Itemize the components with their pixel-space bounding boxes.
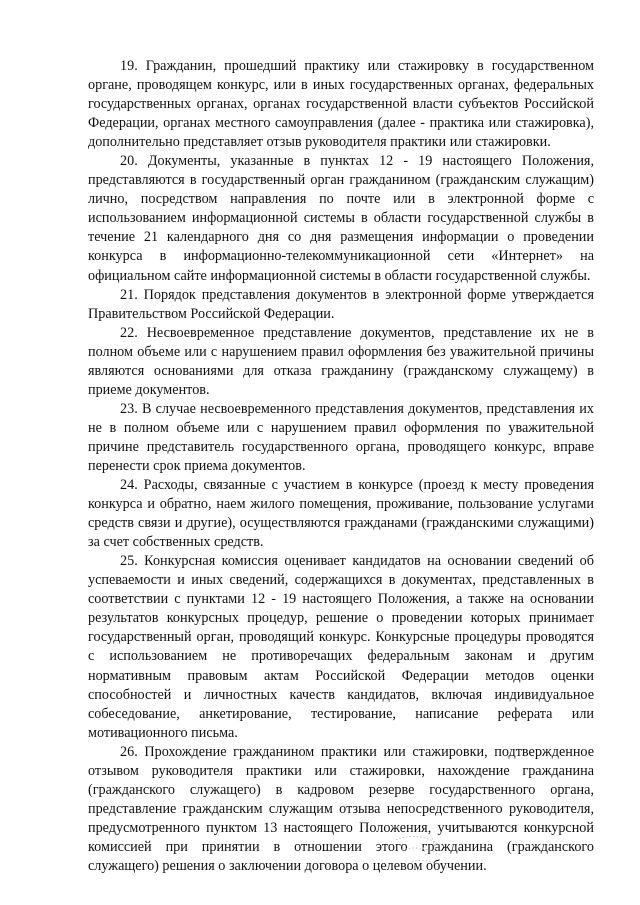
faint-stamp-mark-icon: [392, 832, 454, 872]
paragraph-26: 26. Прохождение гражданином практики или стажировки, подтвержденное отзывом руководителя практики или стажировки, нахождение гражданина (гражданского служащего) в кадровом резерве государственного органа, представление гражданским служащим отзыва непосредственного руководителя, предусмотренного пунктом 13 настоящего Положения, учитываются конкурсной комиссией при принятии в отношении этого гражданина (гражданского служащего) решения о заключении договора о целевом обучении.: [88, 743, 594, 874]
paragraph-25: 25. Конкурсная комиссия оценивает кандидатов на основании сведений об успеваемости и иных сведений, содержащихся в документах, представленных в соответствии с пунктами 12 - 19 настоящего Положения, а также на основании результатов конкурсных процедур, решение о проведении которых принимает государственный орган, проводящий конкурс. Конкурсные процедуры проводятся с использованием не противоречащих федеральным законам и другим нормативным правовым актам Российской Федерации методов оценки способностей и личностных качеств кандидатов, включая индивидуальное собеседование, анкетирование, тестирование, написание реферата или мотивационного письма.: [88, 553, 594, 741]
paragraph-19: 19. Гражданин, прошедший практику или стажировку в государственном органе, проводящем конкурс, или в иных государственных органах, федеральных государственных органах, органах государственной власти субъектов Российской Федерации, органах местного самоуправления (далее - практика или стажировка), дополнительно представляет отзыв руководителя практики или стажировки.: [88, 58, 594, 151]
paragraph-21: 21. Порядок представления документов в электронной форме утверждается Правительством Российской Федерации.: [88, 286, 594, 322]
paragraph-22: 22. Несвоевременное представление документов, представление их не в полном объеме или с нарушением правил оформления без уважительной причины являются основаниями для отказа гражданину (гражданскому служащему) в приеме документов.: [88, 324, 594, 398]
paragraph-20: 20. Документы, указанные в пунктах 12 - 19 настоящего Положения, представляются в государственный орган гражданином (гражданским служащим) лично, посредством направления по почте или в электронной форме с использованием информационной системы в области государственной службы в течение 21 календарного дня со дня размещения информации о проведении конкурса в информационно-телекоммуникационной сети «Интернет» на официальном сайте информационной системы в области государственной службы.: [88, 153, 594, 284]
paragraph-24: 24. Расходы, связанные с участием в конкурсе (проезд к месту проведения конкурса и обратно, наем жилого помещения, проживание, пользование услугами средств связи и другие), осуществляются гражданами (гражданскими служащими) за счет собственных средств.: [88, 477, 594, 551]
paragraph-23: 23. В случае несвоевременного представления документов, представления их не в полном объеме или с нарушением правил оформления по уважительной причине представитель государственного органа, проводящего конкурс, вправе перенести срок приема документов.: [88, 400, 594, 474]
document-body: [88, 57, 594, 876]
